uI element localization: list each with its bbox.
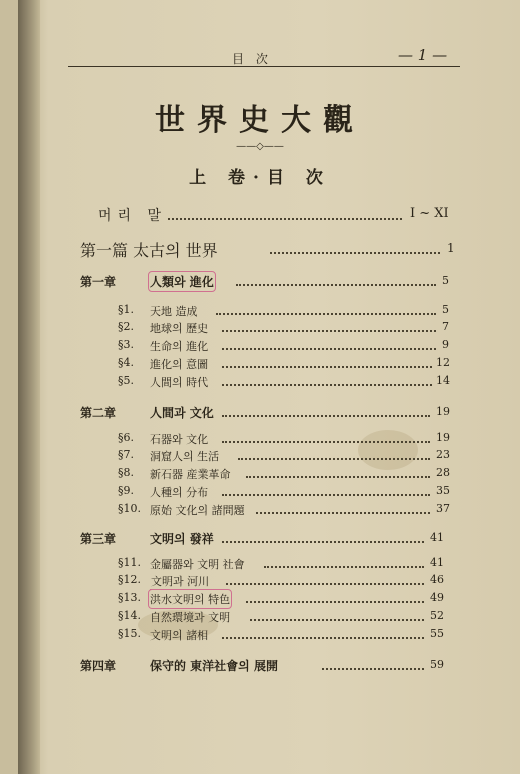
section-page: 12 bbox=[436, 356, 450, 369]
section-title: 人種의 分布 bbox=[150, 486, 209, 499]
chapter-label: 第三章 bbox=[80, 532, 117, 546]
leader-dots bbox=[222, 637, 424, 639]
section-title: 文明의 諸相 bbox=[150, 629, 209, 642]
section-number: §7. bbox=[118, 448, 134, 461]
section-page: 9 bbox=[442, 338, 449, 351]
toc-section-row[interactable] bbox=[0, 338, 520, 358]
section-page: 28 bbox=[436, 466, 450, 479]
section-title: 生命의 進化 bbox=[150, 340, 209, 353]
section-number: §8. bbox=[118, 466, 134, 479]
title-ornament: ——◇—— bbox=[236, 141, 284, 152]
section-number: §10. bbox=[118, 502, 141, 515]
section-title: 金屬器와 文明 社會 bbox=[150, 558, 245, 571]
page-number: — 1 — bbox=[398, 46, 448, 64]
section-page: 37 bbox=[436, 502, 450, 515]
leader-dots bbox=[222, 415, 430, 417]
section-number: §15. bbox=[118, 627, 141, 640]
section-number: §6. bbox=[118, 431, 134, 444]
section-number: §11. bbox=[118, 556, 141, 569]
chapter-label: 第二章 bbox=[80, 406, 117, 420]
leader-dots bbox=[222, 366, 432, 368]
toc-section-row[interactable] bbox=[0, 609, 520, 629]
toc-chapter-row[interactable] bbox=[0, 657, 520, 677]
leader-dots bbox=[270, 252, 440, 254]
section-title: 新石器 産業革命 bbox=[150, 468, 231, 481]
section-page: 14 bbox=[436, 374, 450, 387]
section-page: 49 bbox=[430, 591, 444, 604]
section-title: 進化의 意圖 bbox=[150, 358, 209, 371]
leader-dots bbox=[168, 218, 402, 220]
leader-dots bbox=[222, 494, 430, 496]
chapter-page: 41 bbox=[430, 531, 444, 544]
toc-part-row[interactable] bbox=[0, 238, 520, 258]
chapter-page: 19 bbox=[436, 405, 450, 418]
leader-dots bbox=[222, 541, 424, 543]
toc-section-row[interactable] bbox=[0, 356, 520, 376]
toc-section-row[interactable] bbox=[0, 374, 520, 394]
part-page: 1 bbox=[447, 241, 455, 255]
leader-dots bbox=[216, 313, 436, 315]
leader-dots bbox=[236, 284, 436, 286]
section-page: 46 bbox=[430, 573, 444, 586]
chapter-label: 第四章 bbox=[80, 659, 117, 673]
chapter-title: 人類와 進化 bbox=[150, 275, 214, 289]
leader-dots bbox=[222, 384, 432, 386]
toc-section-row[interactable] bbox=[0, 502, 520, 522]
chapter-title: 文明의 發祥 bbox=[150, 532, 214, 546]
leader-dots bbox=[264, 566, 424, 568]
section-title: 地球의 歷史 bbox=[150, 322, 209, 335]
leader-dots bbox=[256, 512, 430, 514]
section-number: §14. bbox=[118, 609, 141, 622]
chapter-page: 5 bbox=[442, 274, 449, 287]
toc-section-row[interactable] bbox=[0, 484, 520, 504]
section-title: 自然環境과 文明 bbox=[150, 611, 231, 624]
toc-section-row[interactable] bbox=[0, 573, 520, 593]
toc-section-row[interactable] bbox=[0, 627, 520, 647]
section-page: 35 bbox=[436, 484, 450, 497]
toc-section-row[interactable] bbox=[0, 448, 520, 468]
chapter-title: 保守的 東洋社會의 展開 bbox=[150, 659, 278, 673]
leader-dots bbox=[238, 458, 430, 460]
header-rule bbox=[68, 66, 460, 67]
section-title: 文明과 河川 bbox=[151, 575, 210, 588]
toc-chapter-row[interactable] bbox=[0, 273, 520, 293]
section-title: 原始 文化의 諸問題 bbox=[150, 504, 245, 517]
leader-dots bbox=[222, 441, 430, 443]
section-page: 23 bbox=[436, 448, 450, 461]
section-number: §2. bbox=[118, 320, 134, 333]
section-title: 石器와 文化 bbox=[150, 433, 209, 446]
chapter-label: 第一章 bbox=[80, 275, 117, 289]
section-page: 55 bbox=[430, 627, 444, 640]
toc-preface-row[interactable] bbox=[0, 205, 520, 225]
toc-chapter-row[interactable] bbox=[0, 530, 520, 550]
section-number: §4. bbox=[118, 356, 134, 369]
section-number: §12. bbox=[118, 573, 141, 586]
section-page: 19 bbox=[436, 431, 450, 444]
toc-section-row[interactable] bbox=[0, 591, 520, 611]
leader-dots bbox=[226, 583, 424, 585]
chapter-title: 人間과 文化 bbox=[150, 406, 214, 420]
chapter-page: 59 bbox=[430, 658, 444, 671]
preface-page: I ~ XI bbox=[410, 206, 449, 221]
section-page: 41 bbox=[430, 556, 444, 569]
section-title: 洪水文明의 特色 bbox=[150, 593, 231, 606]
volume-title: 上 卷·目 次 bbox=[189, 168, 331, 188]
leader-dots bbox=[246, 476, 430, 478]
section-title: 人間의 時代 bbox=[150, 376, 209, 389]
section-number: §9. bbox=[118, 484, 134, 497]
running-title: 目 次 bbox=[232, 52, 272, 66]
leader-dots bbox=[222, 348, 436, 350]
leader-dots bbox=[322, 668, 424, 670]
part-label: 第一篇 太古의 世界 bbox=[80, 241, 218, 260]
section-number: §5. bbox=[118, 374, 134, 387]
section-number: §13. bbox=[118, 591, 141, 604]
section-title: 天地 造成 bbox=[150, 305, 198, 318]
toc-section-row[interactable] bbox=[0, 320, 520, 340]
leader-dots bbox=[246, 601, 424, 603]
leader-dots bbox=[250, 619, 424, 621]
section-page: 7 bbox=[442, 320, 449, 333]
toc-chapter-row[interactable] bbox=[0, 404, 520, 424]
section-page: 52 bbox=[430, 609, 444, 622]
section-title: 洞窟人의 生活 bbox=[150, 450, 220, 463]
section-page: 5 bbox=[442, 303, 449, 316]
leader-dots bbox=[222, 330, 436, 332]
section-number: §1. bbox=[118, 303, 134, 316]
book-title: 世界史大觀 bbox=[155, 103, 365, 138]
section-number: §3. bbox=[118, 338, 134, 351]
preface-label: 머리 말 bbox=[98, 208, 168, 224]
toc-section-row[interactable] bbox=[0, 466, 520, 486]
